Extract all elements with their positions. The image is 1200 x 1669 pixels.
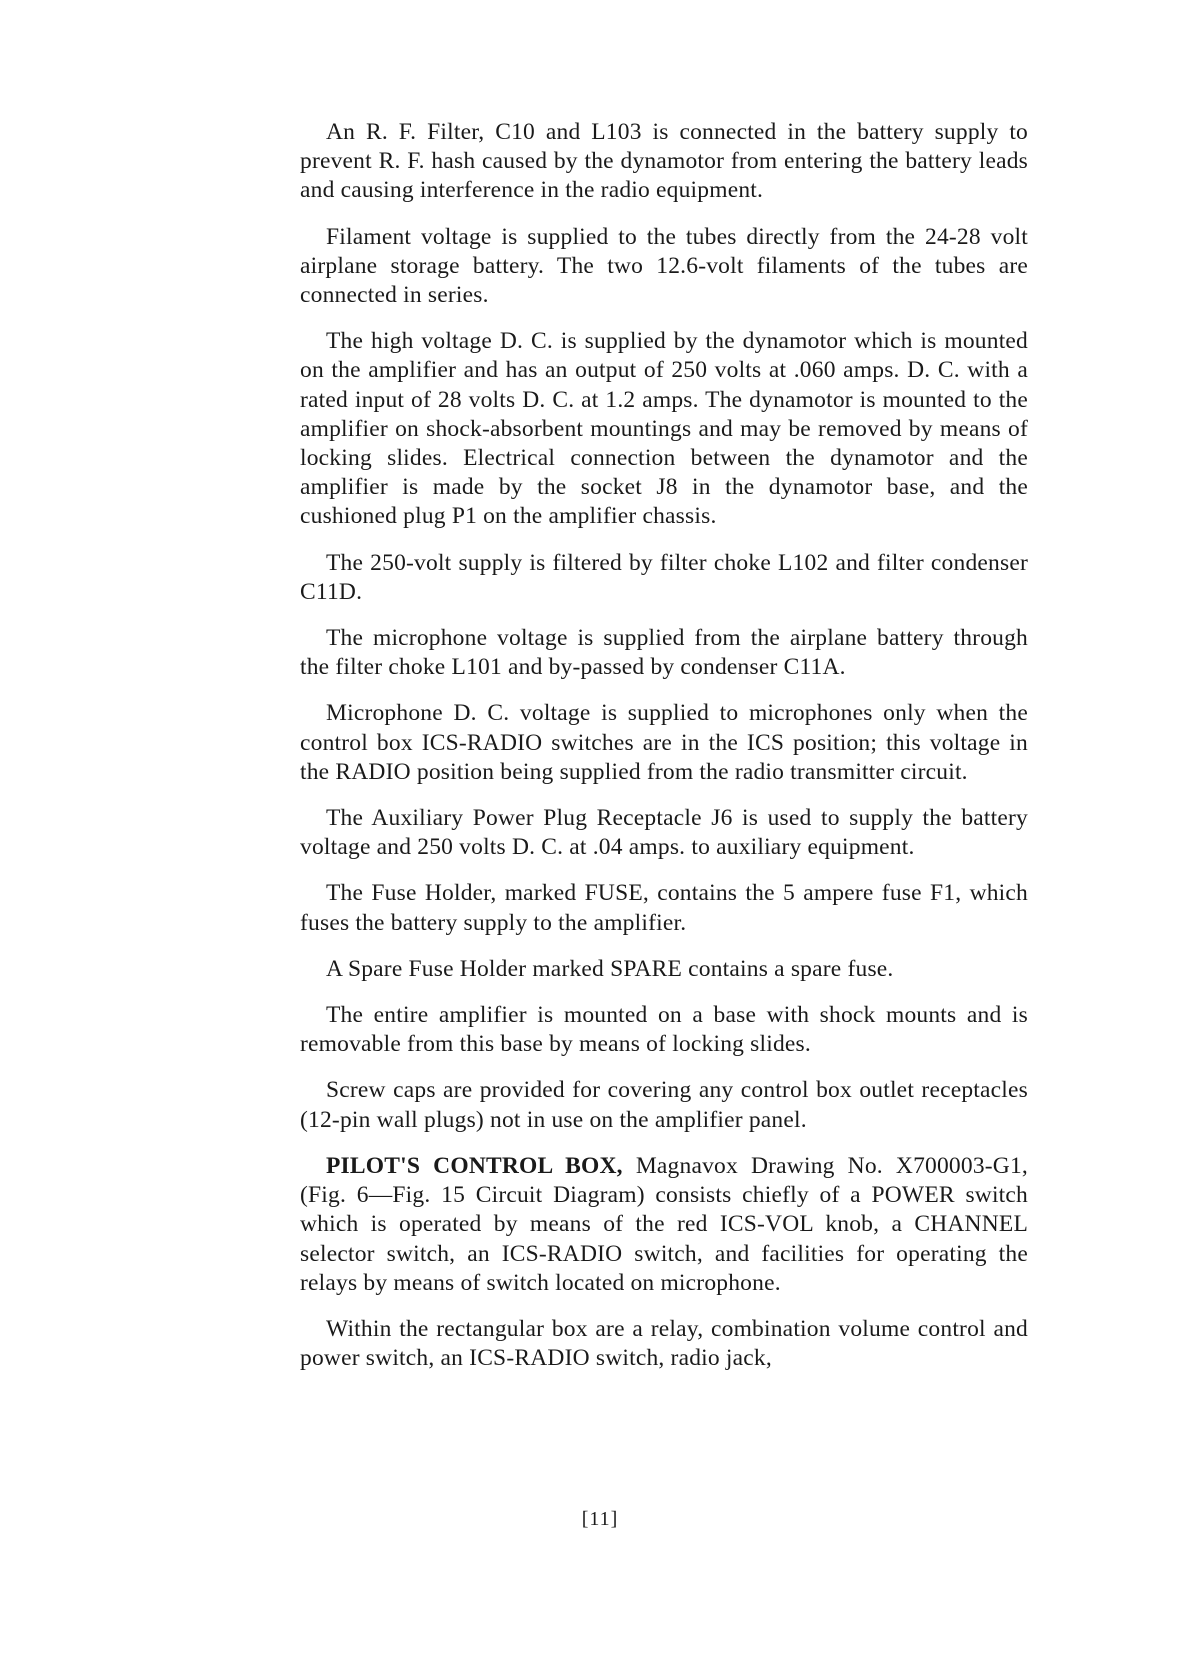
paragraph-auxiliary-power: The Auxiliary Power Plug Receptacle J6 is used to supply the battery voltage and 250 volts D. C. at .04 amps. to auxiliary equipment. (300, 805, 1028, 861)
paragraph-amplifier-mount: The entire amplifier is mounted on a base with shock mounts and is removable from this base by means of locking slides. (300, 1002, 1028, 1058)
paragraph-microphone-voltage: The microphone voltage is supplied from the airplane battery through the filter choke L101 and by-passed by condenser C11A. (300, 625, 1028, 681)
page-number: [11] (581, 1508, 619, 1530)
paragraph-rf-filter: An R. F. Filter, C10 and L103 is connected in the battery supply to prevent R. F. hash caused by the dynamotor from entering the battery leads and causing interference in the radio equipment. (300, 119, 1028, 204)
paragraph-filament-voltage: Filament voltage is supplied to the tubes directly from the 24-28 volt airplane storage battery. The two 12.6-volt filaments of the tubes are connected in series. (300, 223, 1028, 309)
paragraph-screw-caps: Screw caps are provided for covering any control box outlet receptacles (12-pin wall plugs) not in use on the amplifier panel. (300, 1077, 1028, 1133)
paragraph-250-volt-supply: The 250-volt supply is filtered by filter choke L102 and filter condenser C11D. (300, 549, 1028, 605)
paragraph-rectangular-box: Within the rectangular box are a relay, combination volume control and power switch, an ICS-RADIO switch, radio jack, (300, 1315, 1028, 1372)
paragraph-pilots-control-box: PILOT'S CONTROL BOX, Magnavox Drawing No. X700003-G1, (Fig. 6—Fig. 15 Circuit Diagram) consists chiefly of a POWER switch which is operated by means of the red ICS-VOL knob, a CHANNEL selector switch, an ICS-RADIO switch, and facilities for operating the relays by means of switch located on microphone. (300, 1152, 1028, 1296)
paragraph-microphone-dc: Microphone D. C. voltage is supplied to microphones only when the control box ICS-RADIO switches are in the ICS position; this voltage in the RADIO position being supplied from the radio transmitter circuit. (300, 700, 1028, 785)
paragraph-high-voltage: The high voltage D. C. is supplied by the dynamotor which is mounted on the amplifier and has an output of 250 volts at .060 amps. D. C. with a rated input of 28 volts D. C. at 1.2 amps. The dynamotor is mounted to the amplifier on shock-absorbent mountings and may be removed by means of locking slides. Electrical connection between the dynamotor and the amplifier is made by the socket J8 in the dynamotor base, and the cushioned plug P1 on the amplifier chassis. (300, 328, 1028, 530)
section-heading: PILOT'S CONTROL BOX, (326, 1152, 623, 1179)
paragraph-fuse-holder: The Fuse Holder, marked FUSE, contains the 5 ampere fuse F1, which fuses the battery supply to the amplifier. (300, 880, 1028, 936)
page-body (300, 118, 1028, 1390)
paragraph-spare-fuse: A Spare Fuse Holder marked SPARE contains a spare fuse. (326, 955, 894, 982)
